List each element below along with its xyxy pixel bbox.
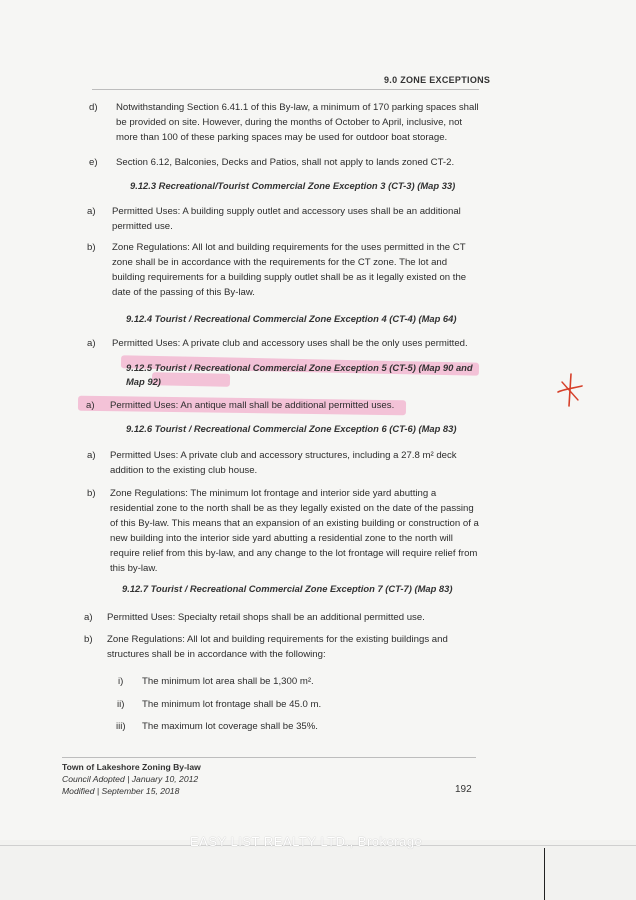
item-text-ct3-b: Zone Regulations: All lot and building requirements for the uses permitted in the CT zone shall be in accordance with the requirements for the CT zone. The lot and building requirements for a building supply outlet shall be as it legally existed on the date of the passing of this By-law. [112, 242, 467, 298]
section-header: 9.0 ZONE EXCEPTIONS [384, 75, 491, 85]
item-marker-ct7-a: a) [84, 612, 93, 623]
handwritten-asterisk-icon [556, 372, 584, 408]
footer-title: Town of Lakeshore Zoning By-law [62, 762, 201, 772]
section-heading-9-12-6: 9.12.6 Tourist / Recreational Commercial Zone Exception 6 (CT-6) (Map 83) [126, 423, 457, 434]
item-marker-ct7-ii: ii) [117, 699, 125, 710]
item-text-ct7-i: The minimum lot area shall be 1,300 m². [142, 676, 314, 687]
watermark: EASY LIST REALTY LTD., Brokerage [190, 834, 423, 849]
section-heading-9-12-5: 9.12.5 Tourist / Recreational Commercial Zone Exception 5 (CT-5) (Map 90 and Map 92) [126, 362, 473, 387]
item-marker-ct7-b: b) [84, 634, 93, 645]
section-heading-9-12-7: 9.12.7 Tourist / Recreational Commercial Zone Exception 7 (CT-7) (Map 83) [122, 583, 453, 594]
next-page-margin-line [544, 848, 545, 900]
item-text-ct7-ii: The minimum lot frontage shall be 45.0 m. [142, 699, 322, 710]
item-marker-ct3-b: b) [87, 242, 96, 253]
footer-divider [62, 757, 476, 758]
header-divider [92, 89, 479, 90]
item-marker-ct7-iii: iii) [116, 721, 126, 732]
item-text-ct5-a: Permitted Uses: An antique mall shall be additional permitted uses. [110, 400, 395, 411]
item-text-ct6-a: Permitted Uses: A private club and accessory structures, including a 27.8 m² deck addition to the existing club house. [110, 450, 457, 476]
next-page-strip [0, 840, 636, 900]
footer-modified: Modified | September 15, 2018 [62, 786, 180, 796]
item-text-ct3-a: Permitted Uses: A building supply outlet and accessory uses shall be an additional permitted use. [112, 206, 461, 232]
item-marker-ct3-a: a) [87, 206, 96, 217]
item-text-ct7-a: Permitted Uses: Specialty retail shops shall be an additional permitted use. [107, 612, 425, 623]
item-text-ct7-b: Zone Regulations: All lot and building requirements for the existing buildings and structures shall be in accordance with the following: [107, 634, 448, 660]
item-marker-e: e) [89, 157, 98, 168]
item-text-ct6-b: Zone Regulations: The minimum lot frontage and interior side yard abutting a residential zone to the north shall be as they legally existed on the date of the passing of this By-law. This means that an expansion of an existing building or construction of a new building into the interior side yard abutting a residential zone to the north will require relief from this by-law, and any change to the lot frontage will require relief from this by-law. [110, 488, 479, 574]
section-heading-9-12-3: 9.12.3 Recreational/Tourist Commercial Zone Exception 3 (CT-3) (Map 33) [130, 180, 456, 191]
item-marker-ct6-b: b) [87, 488, 96, 499]
item-text-e: Section 6.12, Balconies, Decks and Patios, shall not apply to lands zoned CT-2. [116, 157, 455, 168]
footer-adopted: Council Adopted | January 10, 2012 [62, 774, 199, 784]
item-marker-ct5-a: a) [86, 400, 95, 411]
item-marker-ct7-i: i) [118, 676, 124, 687]
item-marker-ct6-a: a) [87, 450, 96, 461]
item-marker-ct4-a: a) [87, 338, 96, 349]
item-marker-d: d) [89, 102, 98, 113]
page-number: 192 [455, 784, 472, 795]
item-text-d: Notwithstanding Section 6.41.1 of this By-law, a minimum of 170 parking spaces shall be provided on site. However, during the months of October to April, inclusive, not more than 100 of these parking spaces may be used for outdoor boat storage. [116, 102, 479, 143]
section-heading-9-12-4: 9.12.4 Tourist / Recreational Commercial Zone Exception 4 (CT-4) (Map 64) [126, 313, 457, 324]
item-text-ct4-a: Permitted Uses: A private club and accessory uses shall be the only uses permitted. [112, 338, 468, 349]
item-text-ct7-iii: The maximum lot coverage shall be 35%. [142, 721, 318, 732]
